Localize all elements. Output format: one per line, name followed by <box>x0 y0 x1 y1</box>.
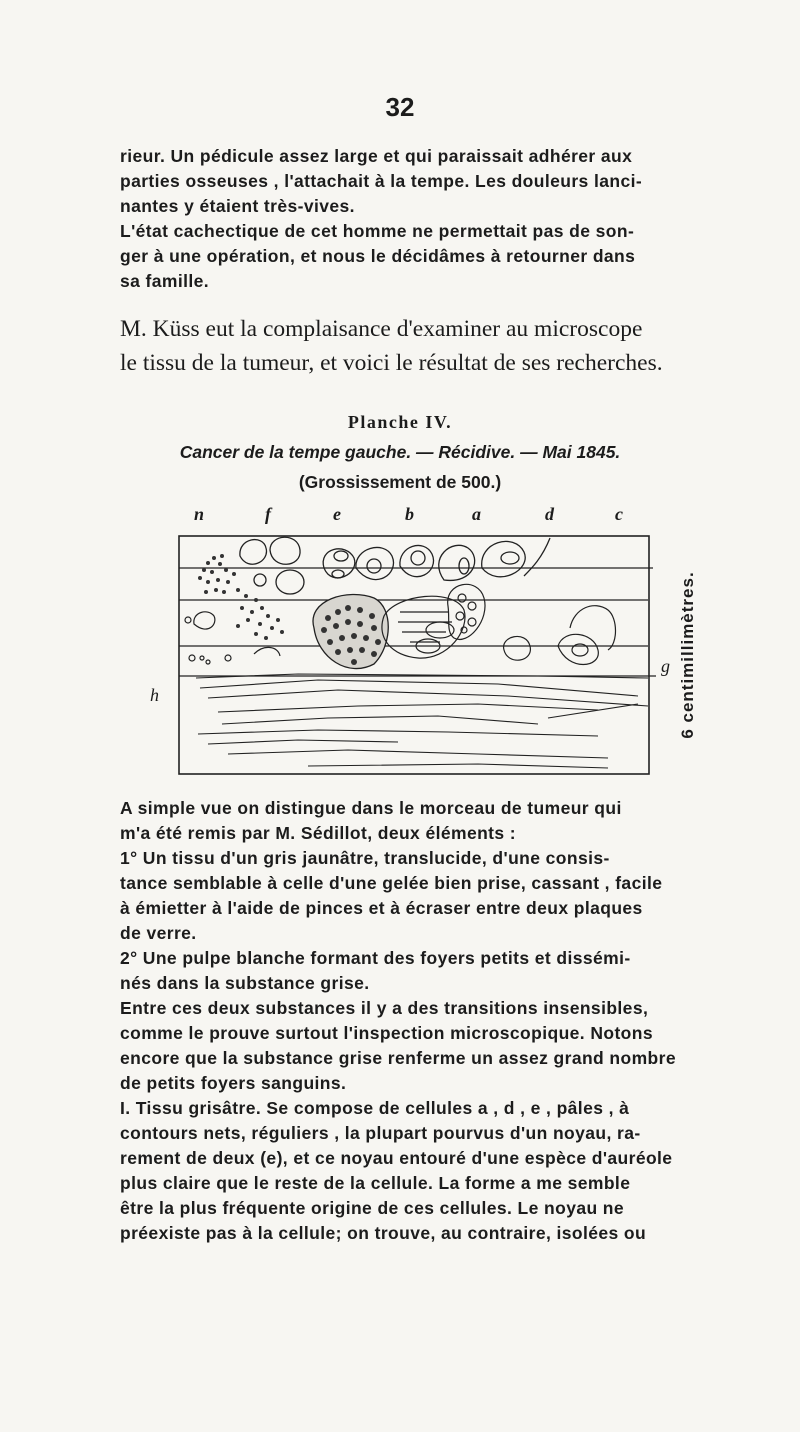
text-line: m'a été remis par M. Sédillot, deux éléments : <box>120 823 517 843</box>
text-line: nantes y étaient très-vives. <box>120 196 355 216</box>
figure-frame <box>179 536 649 774</box>
examination-paragraph <box>120 312 680 380</box>
cell-j <box>558 606 616 665</box>
text-line: A simple vue on distingue dans le morceau de tumeur qui <box>120 798 622 818</box>
figure-letter-c: c <box>615 504 623 524</box>
plate-caption: Cancer de la tempe gauche. — Récidive. — Mai 1845. <box>179 442 621 462</box>
opening-paragraph <box>120 144 680 294</box>
figure-letter-a: a <box>472 504 481 524</box>
figure-letter-n: n <box>194 504 205 524</box>
text-line: 2° Une pulpe blanche formant des foyers petits et dissémi- <box>120 948 631 968</box>
plate-magnification: (Grossissement de 500.) <box>298 472 502 492</box>
text-line: comme le prouve surtout l'inspection microscopique. Notons <box>120 1023 653 1043</box>
plate-title: Planche IV. <box>347 412 453 432</box>
text-line: I. Tissu grisâtre. Se compose de cellules a , d , e , pâles , à <box>120 1098 630 1118</box>
cells-c-d <box>439 538 550 580</box>
text-line: nés dans la substance grise. <box>120 973 370 993</box>
scale-label <box>668 535 708 775</box>
pale-cells-f <box>240 537 304 594</box>
text-line: encore que la substance grise renferme un assez grand nombre <box>120 1048 676 1068</box>
page-number: 32 <box>385 92 415 122</box>
figure-letter-g: g <box>661 656 670 676</box>
text-line: contours nets, réguliers , la plupart pourvus d'un noyau, ra- <box>120 1123 641 1143</box>
text-line: rement de deux (e), et ce noyau entouré d'une espèce d'auréole <box>120 1148 673 1168</box>
text-line: de petits foyers sanguins. <box>120 1073 347 1093</box>
text-line: être la plus fréquente origine de ces cellules. Le noyau ne <box>120 1198 625 1218</box>
text-line: à émietter à l'aide de pinces et à écraser entre deux plaques <box>120 898 643 918</box>
cells-e <box>323 549 355 578</box>
body-text <box>120 796 680 1246</box>
figure-letter-row <box>0 504 800 528</box>
figure-letter-f: f <box>265 504 271 524</box>
text-line: le tissu de la tumeur, et voici le résultat de ses recherches. <box>120 350 663 376</box>
microscope-plate-figure <box>178 528 658 776</box>
text-line: Entre ces deux substances il y a des transitions insensibles, <box>120 998 649 1018</box>
text-line: M. Küss eut la complaisance d'examiner au microscope <box>120 316 643 342</box>
figure-letter-e: e <box>333 504 341 524</box>
fibrous-bands-h <box>196 674 648 768</box>
scale-label-text: 6 centimillimètres. <box>678 571 697 739</box>
cells-a-b <box>356 545 434 579</box>
text-line: L'état cachectique de cet homme ne permettait pas de son- <box>120 221 635 241</box>
text-line: 1° Un tissu d'un gris jaunâtre, translucide, d'une consis- <box>120 848 610 868</box>
text-line: tance semblable à celle d'une gelée bien prise, cassant , facile <box>120 873 663 893</box>
text-line: rieur. Un pédicule assez large et qui paraissait adhérer aux <box>120 146 633 166</box>
figure-letter-d: d <box>545 504 554 524</box>
text-line: sa famille. <box>120 271 210 291</box>
granular-mass-m <box>313 595 388 669</box>
oval-cells <box>416 622 530 660</box>
text-line: parties osseuses , l'attachait à la tempe. Les douleurs lanci- <box>120 171 643 191</box>
figure-letter-h: h <box>150 685 159 705</box>
text-line: de verre. <box>120 923 197 943</box>
text-line: préexiste pas à la cellule; on trouve, au contraire, isolées ou <box>120 1223 647 1243</box>
text-line: ger à une opération, et nous le décidâmes à retourner dans <box>120 246 636 266</box>
text-line: plus claire que le reste de la cellule. La forme a me semble <box>120 1173 631 1193</box>
figure-letter-b: b <box>405 504 414 524</box>
